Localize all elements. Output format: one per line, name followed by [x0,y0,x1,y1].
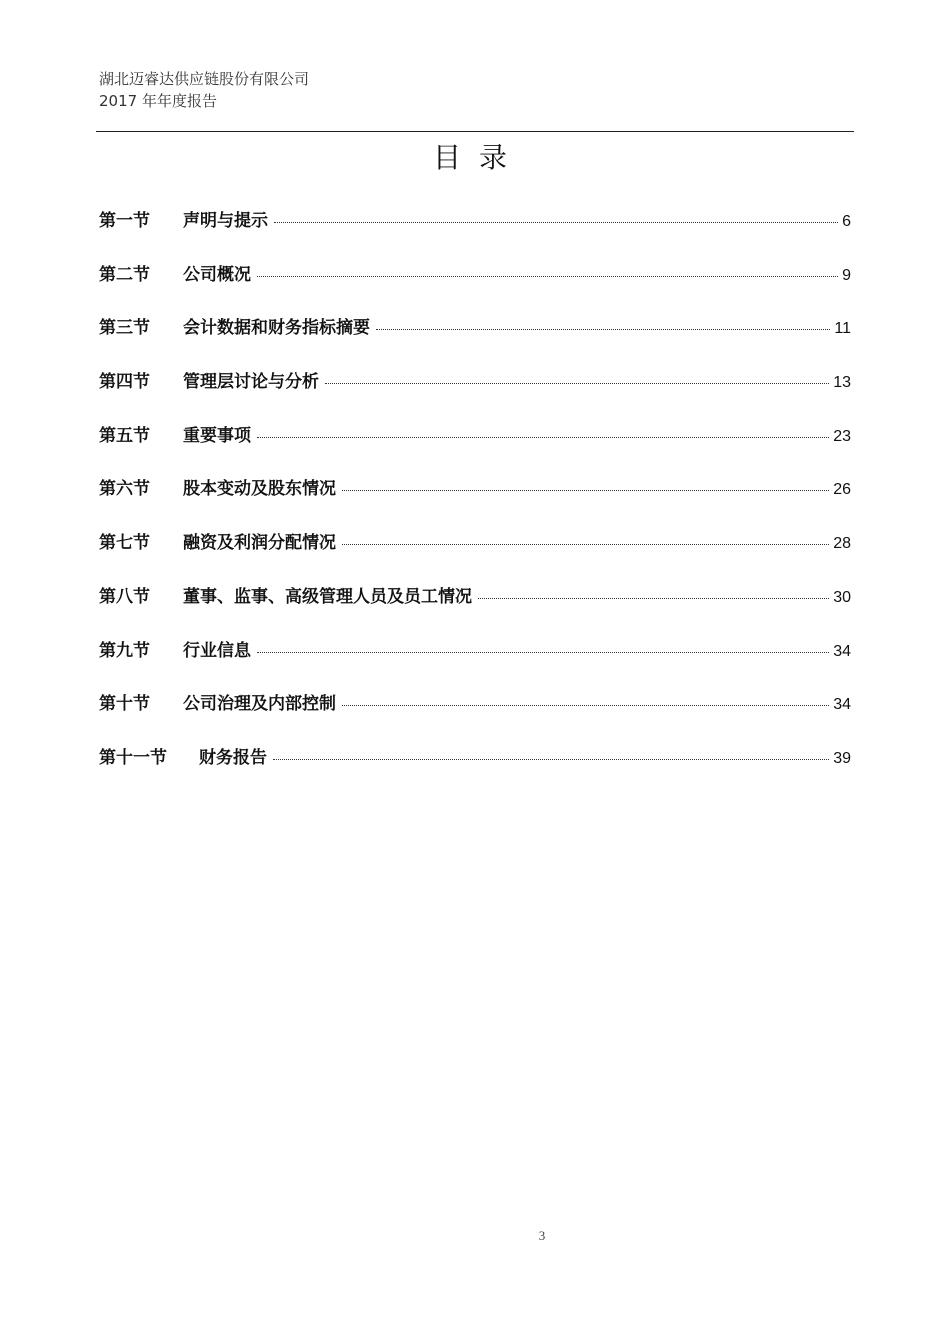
toc-entry[interactable] [99,582,851,636]
toc-page-number: 34 [833,696,851,714]
toc-page-number: 23 [833,427,851,445]
page-number: 3 [538,1228,546,1243]
toc-section-number: 第六节 [99,479,150,500]
toc-section-number: 第八节 [99,586,150,607]
toc-section-number: 第十节 [99,694,150,715]
toc-section-title: 融资及利润分配情况 [183,533,336,554]
toc-entry[interactable] [99,474,851,528]
table-of-contents [99,206,851,797]
toc-page-number: 13 [833,374,851,392]
toc-section-number: 第二节 [99,264,150,285]
toc-section-number: 第四节 [99,372,150,393]
toc-dot-leader [376,329,830,330]
toc-section-title: 公司概况 [183,264,251,285]
toc-section-number: 第三节 [99,318,150,339]
toc-page-number: 30 [833,588,851,606]
toc-section-title: 公司治理及内部控制 [183,694,336,715]
report-name: 2017 年年度报告 [99,92,217,110]
toc-entry[interactable] [99,367,851,421]
toc-section-title: 行业信息 [183,640,251,661]
toc-section-number: 第七节 [99,533,150,554]
toc-dot-leader [257,437,829,438]
toc-entry[interactable] [99,689,851,743]
toc-page-number: 9 [842,266,851,284]
company-name: 湖北迈睿达供应链股份有限公司 [99,70,310,88]
toc-section-title: 董事、监事、高级管理人员及员工情况 [183,586,472,607]
toc-section-title: 股本变动及股东情况 [183,479,336,500]
toc-page-number: 39 [833,749,851,767]
toc-dot-leader [342,705,829,706]
header-divider [96,131,854,132]
toc-page-number: 11 [834,320,851,338]
toc-section-number: 第十一节 [99,747,167,768]
toc-dot-leader [274,222,838,223]
toc-section-title: 会计数据和财务指标摘要 [183,318,370,339]
toc-section-title: 重要事项 [183,425,251,446]
toc-page-number: 26 [833,481,851,499]
toc-entry[interactable] [99,260,851,314]
toc-dot-leader [257,276,838,277]
toc-dot-leader [342,490,829,491]
toc-page-number: 28 [833,535,851,553]
toc-entry[interactable] [99,636,851,690]
toc-section-number: 第一节 [99,211,150,231]
toc-title: 目录 [432,141,525,174]
toc-section-number: 第五节 [99,425,150,446]
toc-entry[interactable] [99,528,851,582]
toc-section-number: 第九节 [99,640,150,661]
toc-section-title: 声明与提示 [183,211,268,231]
page-header [99,68,309,112]
toc-dot-leader [325,383,829,384]
toc-section-title: 财务报告 [199,747,267,768]
toc-dot-leader [342,544,829,545]
toc-page-number: 34 [833,642,851,660]
toc-section-title: 管理层讨论与分析 [183,372,319,393]
toc-entry[interactable] [99,421,851,475]
toc-page-number: 6 [842,213,851,230]
toc-entry[interactable] [99,313,851,367]
toc-dot-leader [273,759,829,760]
toc-entry[interactable] [99,206,851,260]
toc-dot-leader [257,652,829,653]
toc-dot-leader [478,598,829,599]
toc-entry[interactable] [99,743,851,797]
